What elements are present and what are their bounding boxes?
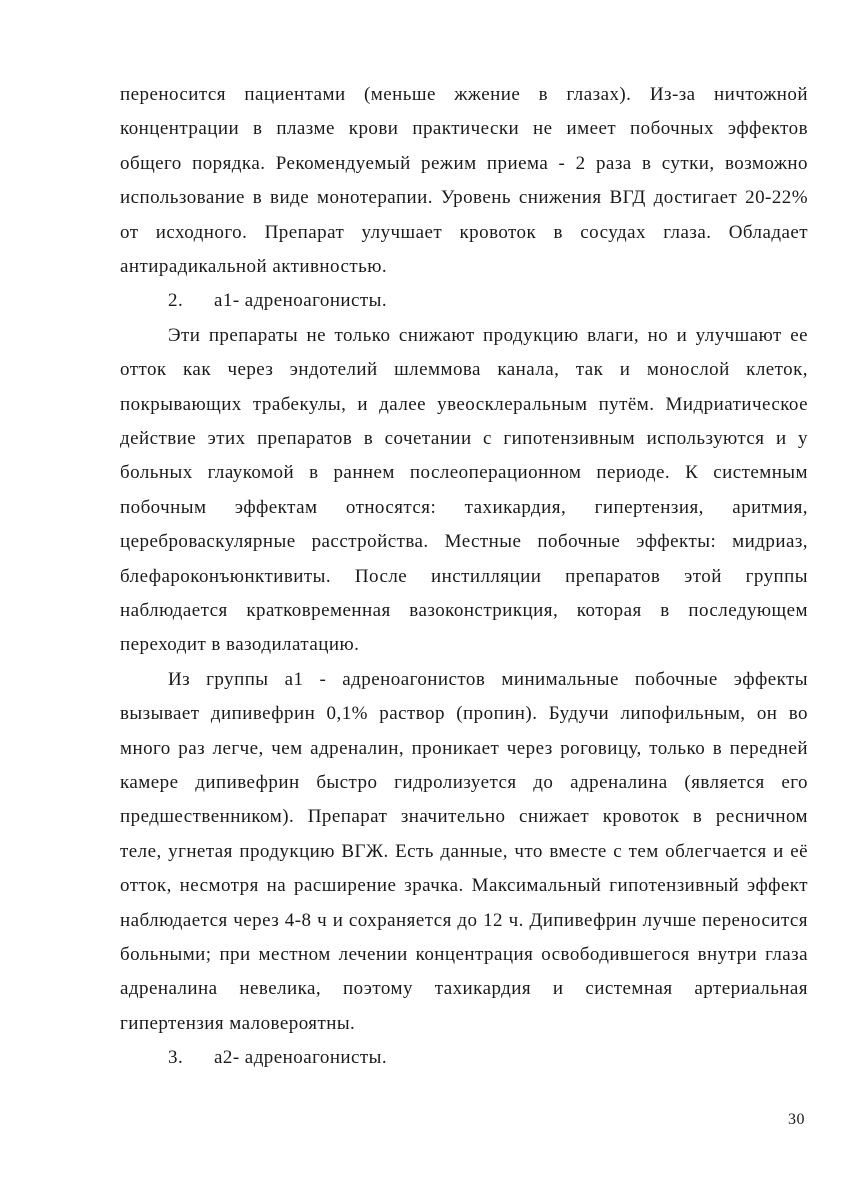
- text-line: отток, несмотря на расширение зрачка. Максимальный гипотензивный эффект: [120, 875, 808, 897]
- section-number: 2.: [168, 290, 184, 312]
- text-line: использование в виде монотерапии. Уровень снижения ВГД достигает 20-22%: [120, 187, 808, 209]
- section-heading: а2- адреноагонисты.: [214, 1047, 388, 1069]
- text-line: действие этих препаратов в сочетании с гипотензивным используются и у: [120, 428, 808, 449]
- text-line: покрывающих трабекулы, и далее увеосклеральным путём. Мидриатическое: [120, 393, 808, 415]
- text-line: концентрации в плазме крови практически не имеет побочных эффектов: [120, 118, 808, 140]
- section-heading: а1- адреноагонисты.: [214, 290, 388, 312]
- text-line: вызывает дипивефрин 0,1% раствор (пропин). Будучи липофильным, он во: [120, 703, 808, 725]
- text-line: Из группы а1 - адреноагонистов минимальные побочные эффекты: [168, 668, 808, 690]
- text-line: больных глаукомой в раннем послеоперационном периоде. К системным: [120, 462, 808, 484]
- text-line: блефароконъюнктивиты. После инстилляции препаратов этой группы: [120, 565, 808, 587]
- text-line: камере дипивефрин быстро гидролизуется до адреналина (является его: [120, 772, 808, 793]
- section-number: 3.: [168, 1047, 184, 1069]
- text-line: адреналина невелика, поэтому тахикардия и системная артериальная: [120, 978, 808, 1000]
- text-line: побочным эффектам относятся: тахикардия, гипертензия, аритмия,: [120, 496, 808, 518]
- text-line: наблюдается через 4-8 ч и сохраняется до 12 ч. Дипивефрин лучше переносится: [120, 909, 808, 931]
- page-number: 30: [788, 1111, 805, 1128]
- text-line: отток как через эндотелий шлеммова канала, так и монослой клеток,: [120, 359, 808, 381]
- text-line: переходит в вазодилатацию.: [120, 634, 360, 656]
- text-line: много раз легче, чем адреналин, проникает через роговицу, только в передней: [120, 737, 808, 759]
- text-line: общего порядка. Рекомендуемый режим приема - 2 раза в сутки, возможно: [120, 152, 808, 174]
- text-line: от исходного. Препарат улучшает кровоток в сосудах глаза. Обладает: [120, 221, 808, 243]
- text-line: гипертензия маловероятны.: [120, 1012, 356, 1034]
- text-line: теле, угнетая продукцию ВГЖ. Есть данные, что вместе с тем облегчается и её: [120, 840, 808, 862]
- text-line: предшественником). Препарат значительно снижает кровоток в ресничном: [120, 806, 808, 828]
- text-line: переносится пациентами (меньше жжение в глазах). Из-за ничтожной: [120, 84, 808, 105]
- text-line: наблюдается кратковременная вазоконстрикция, которая в последующем: [120, 600, 808, 621]
- text-line: Эти препараты не только снижают продукцию влаги, но и улучшают ее: [168, 324, 808, 346]
- text-line: больными; при местном лечении концентрация освободившегося внутри глаза: [120, 944, 808, 965]
- text-line: цереброваскулярные расстройства. Местные побочные эффекты: мидриаз,: [120, 531, 808, 553]
- text-line: антирадикальной активностью.: [120, 256, 388, 277]
